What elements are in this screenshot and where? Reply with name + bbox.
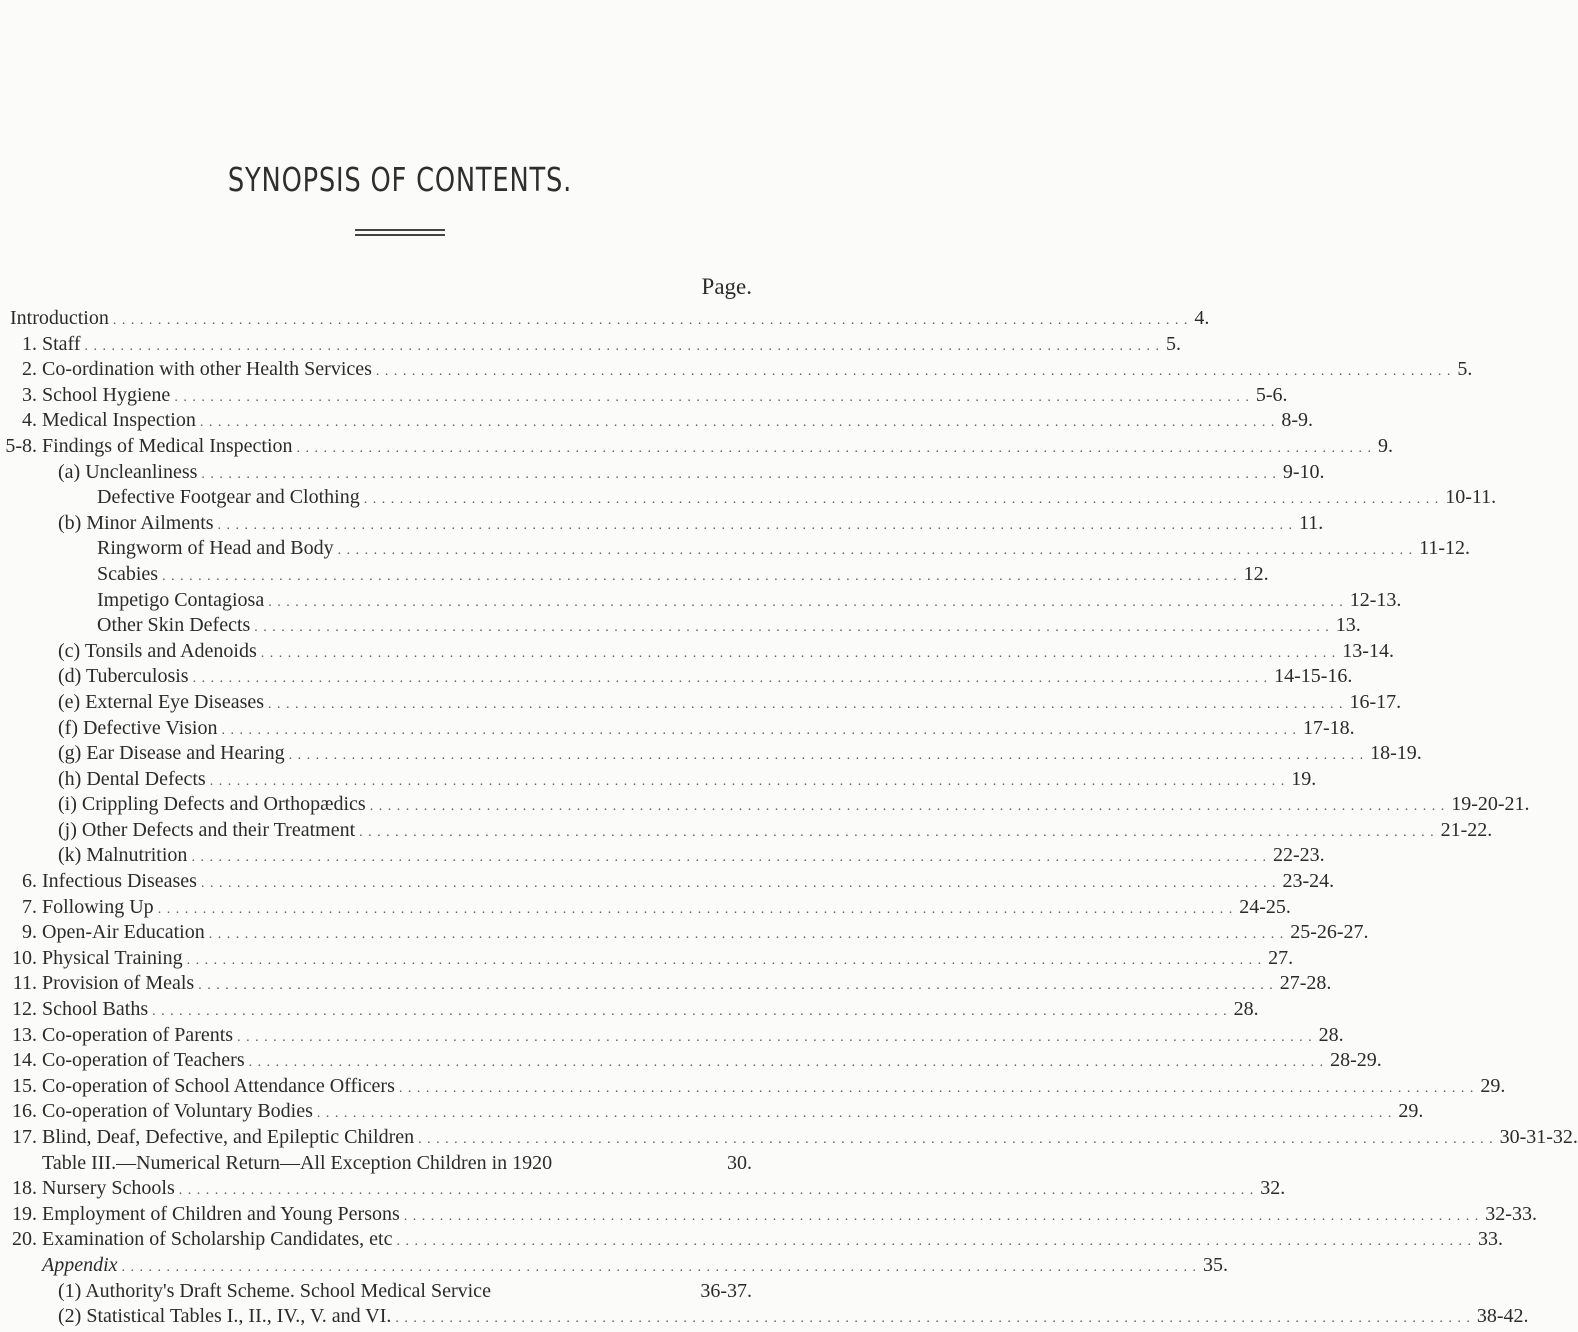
toc-section-number: 9. [22, 921, 37, 944]
toc-leader-dots: . . . . . . . . . . . . . . . . . . . . . . . . . . . . . . . . . . . . . . . . . . . . . . . . . . . . . . . . . . . . . . . . . . . . . . . . . . . . . . . . . . . . . . . . . . . . . . . . . . . . . . . . . . . . . . . . . . . . . . . . [260, 645, 1337, 661]
toc-entry [10, 306, 1210, 334]
toc-leader-dots: . . . . . . . . . . . . . . . . . . . . . . . . . . . . . . . . . . . . . . . . . . . . . . . . . . . . . . . . . . . . . . . . . . . . . . . . . . . . . . . . . . . . . . . . . . . . . . . . . . . . . . . . . . . . . . . . . . . . . . . . [198, 978, 1274, 994]
toc-page-number: 28-29. [1330, 1049, 1382, 1072]
toc-leader-dots: . . . . . . . . . . . . . . . . . . . . . . . . . . . . . . . . . . . . . . . . . . . . . . . . . . . . . . . . . . . . . . . . . . . . . . . . . . . . . . . . . . . . . . . . . . . . . . . . . . . . . . . . . . . . . . . . . . . . . . . . [162, 568, 1238, 584]
toc-row [0, 1202, 1537, 1228]
toc-section-number: 11. [12, 972, 37, 995]
toc-entry-label: Co-operation of Parents [42, 1023, 234, 1046]
toc-page-number: 28. [1318, 1023, 1344, 1046]
toc-entry-label: (j) Other Defects and their Treatment [58, 818, 356, 841]
toc-entry-label: (g) Ear Disease and Hearing [58, 742, 285, 765]
toc-page-number: 13. [1335, 614, 1361, 637]
toc-entry-label: (h) Dental Defects [58, 767, 206, 790]
toc-page-number: 17-18. [1302, 716, 1355, 739]
toc-entry [58, 767, 1317, 795]
toc-entry [58, 639, 1394, 667]
toc-entry [42, 1023, 1344, 1051]
toc-leader-dots: . . . . . . . . . . . . . . . . . . . . . . . . . . . . . . . . . . . . . . . . . . . . . . . . . . . . . . . . . . . . . . . . . . . . . . . . . . . . . . . . . . . . . . . . . . . . . . . . . . . . . . . . . . . . . . . . . . . . . . . . [209, 773, 1286, 789]
toc-page-number: 9. [1378, 434, 1394, 457]
toc-page-number: 29. [1398, 1100, 1424, 1123]
toc-row [0, 716, 1355, 742]
toc-entry-label: School Hygiene [42, 383, 171, 406]
toc-leader-dots: . . . . . . . . . . . . . . . . . . . . . . . . . . . . . . . . . . . . . . . . . . . . . . . . . . . . . . . . . . . . . . . . . . . . . . . . . . . . . . . . . . . . . . . . . . . . . . . . . . . . . . . . . . . . . . . . . . . . . . . . [288, 748, 1365, 764]
toc-entry [42, 332, 1182, 360]
toc-leader-dots: . . . . . . . . . . . . . . . . . . . . . . . . . . . . . . . . . . . . . . . . . . . . . . . . . . . . . . . . . . . . . . . . . . . . . . . . . . . . . . . . . . . . . . . . . . . . . . . . . . . . . . . . . . . . . . . . . . . . . . . . [268, 696, 1344, 712]
toc-entry [42, 1176, 1286, 1204]
toc-section-number: 4. [22, 409, 37, 432]
toc-entry [58, 1304, 1529, 1332]
toc-row [0, 1304, 1529, 1330]
toc-entry-label: Nursery Schools [42, 1177, 175, 1200]
toc-page-number: 27. [1268, 946, 1294, 969]
toc-entry [58, 460, 1325, 488]
toc-entry-label: Blind, Deaf, Defective, and Epileptic Children [42, 1126, 415, 1148]
toc-leader-dots: . . . . . . . . . . . . . . . . . . . . . . . . . . . . . . . . . . . . . . . . . . . . . . . . . . . . . . . . . . . . . . . . . . . . . . . . . . . . . . . . . . . . . . . . . . . . . . . . . . . . . . . . . . . . . . . . . . . . . . . . [237, 1029, 1313, 1045]
toc-entry [42, 1202, 1537, 1230]
toc-row [0, 767, 1317, 793]
toc-entry-label: Co-operation of Teachers [42, 1049, 245, 1072]
toc-leader-dots: . . . . . . . . . . . . . . . . . . . . . . . . . . . . . . . . . . . . . . . . . . . . . . . . . . . . . . . . . . . . . . . . . . . . . . . . . . . . . . . . . . . . . . . . . . . . . . . . . . . . . . . . . . . . . . . . . . . . . . . . [84, 338, 1161, 354]
toc-page-number: 5. [1457, 358, 1473, 381]
toc-entry [42, 408, 1314, 436]
toc-page-number: 8-9. [1281, 409, 1314, 432]
toc-page-number: 5-6. [1255, 383, 1288, 406]
toc-page-number: 24-25. [1239, 895, 1291, 918]
toc-entry [97, 562, 1269, 590]
toc-leader-dots: . . . . . . . . . . . . . . . . . . . . . . . . . . . . . . . . . . . . . . . . . . . . . . . . . . . . . . . . . . . . . . . . . . . . . . . . . . . . . . . . . . . . . . . . . . . . . . . . . . . . . . . . . . . . . . . . . . . . . . . . [395, 1311, 1471, 1327]
toc-entry [97, 485, 1497, 513]
toc-entry [42, 971, 1332, 999]
toc-leader-dots: . . . . . . . . . . . . . . . . . . . . . . . . . . . . . . . . . . . . . . . . . . . . . . . . . . . . . . . . . . . . . . . . . . . . . . . . . . . . . . . . . . . . . . . . . . . . . . . . . . . . . . . . . . . . . . . . . . . . . . . . [248, 1055, 1325, 1071]
toc-entry [42, 1151, 752, 1177]
toc-row [0, 741, 1422, 767]
toc-entry [42, 946, 1294, 974]
table-of-contents [0, 306, 1578, 1330]
toc-page-number: 23-24. [1282, 870, 1335, 893]
toc-page-number: 30-31-32. [1499, 1126, 1578, 1148]
toc-entry [58, 1279, 752, 1305]
toc-row [0, 588, 1402, 614]
toc-entry-label: (c) Tonsils and Adenoids [58, 639, 257, 662]
toc-entry-label: (k) Malnutrition [58, 844, 188, 867]
toc-section-number: 20. [12, 1228, 37, 1251]
toc-leader-dots: . . . . . . . . . . . . . . . . . . . . . . . . . . . . . . . . . . . . . . . . . . . . . . . . . . . . . . . . . . . . . . . . . . . . . . . . . . . . . . . . . . . . . . . . . . . . . . . . . . . . . . . . . . . . . . . . . . . . . . . . [254, 620, 1330, 636]
toc-entry-label: (i) Crippling Defects and Orthopædics [58, 793, 366, 816]
toc-row [0, 1074, 1506, 1100]
toc-page-number: 11-12. [1419, 537, 1471, 560]
toc-section-number: 6. [22, 870, 37, 893]
toc-section-number: 18. [12, 1177, 37, 1200]
toc-entry [42, 1048, 1382, 1076]
toc-page-number: 12. [1243, 562, 1269, 585]
toc-row [0, 1151, 800, 1177]
toc-row [0, 357, 1473, 383]
toc-page-number: 10-11. [1445, 486, 1497, 509]
toc-row [0, 843, 1325, 869]
toc-entry-label: Co-operation of Voluntary Bodies [42, 1100, 313, 1123]
toc-page-number: 14-15-16. [1274, 665, 1353, 688]
toc-leader-dots: . . . . . . . . . . . . . . . . . . . . . . . . . . . . . . . . . . . . . . . . . . . . . . . . . . . . . . . . . . . . . . . . . . . . . . . . . . . . . . . . . . . . . . . . . . . . . . . . . . . . . . . . . . . . . . . . . . . . . . . . [157, 901, 1234, 917]
toc-entry-label: (b) Minor Ailments [58, 511, 214, 534]
toc-entry [42, 1099, 1424, 1127]
toc-entry [97, 588, 1402, 616]
toc-row [0, 895, 1291, 921]
toc-entry-label: School Baths [42, 998, 149, 1021]
toc-entry-label: Table III.—Numerical Return—All Exception Children in 1920 [42, 1151, 553, 1174]
toc-entry [58, 818, 1493, 846]
toc-row [0, 536, 1471, 562]
toc-entry [42, 357, 1473, 385]
toc-entry-label: Defective Footgear and Clothing [97, 486, 360, 509]
toc-leader-dots: . . . . . . . . . . . . . . . . . . . . . . . . . . . . . . . . . . . . . . . . . . . . . . . . . . . . . . . . . . . . . . . . . . . . . . . . . . . . . . . . . . . . . . . . . . . . . . . . . . . . . . . . . . . . . . . . . . . . . . . . [208, 927, 1285, 943]
toc-entry-label: (a) Uncleanliness [58, 460, 198, 483]
toc-row [0, 383, 1288, 409]
toc-entry [42, 920, 1369, 948]
toc-row [0, 818, 1493, 844]
toc-row [0, 946, 1294, 972]
toc-row [0, 306, 1210, 332]
toc-leader-dots: . . . . . . . . . . . . . . . . . . . . . . . . . . . . . . . . . . . . . . . . . . . . . . . . . . . . . . . . . . . . . . . . . . . . . . . . . . . . . . . . . . . . . . . . . . . . . . . . . . . . . . . . . . . . . . . . . . . . . . . . [200, 876, 1277, 892]
toc-section-number: 2. [22, 358, 37, 381]
toc-entry-label: Co-ordination with other Health Services [42, 358, 372, 381]
toc-row [0, 690, 1402, 716]
toc-page-number: 28. [1233, 998, 1259, 1021]
toc-row [0, 1279, 800, 1305]
toc-page-number: 16-17. [1349, 690, 1402, 713]
toc-page-number: 35. [1203, 1253, 1229, 1276]
toc-entry-label: (d) Tuberculosis [58, 665, 189, 688]
toc-entry [42, 434, 1394, 462]
toc-entry [42, 1253, 1229, 1281]
toc-leader-dots: . . . . . . . . . . . . . . . . . . . . . . . . . . . . . . . . . . . . . . . . . . . . . . . . . . . . . . . . . . . . . . . . . . . . . . . . . . . . . . . . . . . . . . . . . . . . . . . . . . . . . . . . . . . . . . . . . . . . . . . . [337, 543, 1414, 559]
toc-row [0, 408, 1314, 434]
toc-entry-label: Examination of Scholarship Candidates, etc [42, 1228, 393, 1251]
toc-leader-dots: . . . . . . . . . . . . . . . . . . . . . . . . . . . . . . . . . . . . . . . . . . . . . . . . . . . . . . . . . . . . . . . . . . . . . . . . . . . . . . . . . . . . . . . . . . . . . . . . . . . . . . . . . . . . . . . . . . . . . . . . [398, 1080, 1475, 1096]
toc-row [0, 1099, 1424, 1125]
toc-row [0, 434, 1394, 460]
toc-page-number: 13-14. [1342, 639, 1394, 662]
toc-leader-dots: . . . . . . . . . . . . . . . . . . . . . . . . . . . . . . . . . . . . . . . . . . . . . . . . . . . . . . . . . . . . . . . . . . . . . . . . . . . . . . . . . . . . . . . . . . . . . . . . . . . . . . . . . . . . . . . . . . . . . . . . [375, 364, 1452, 380]
toc-entry [97, 613, 1361, 641]
toc-entry-label: Impetigo Contagiosa [97, 588, 265, 611]
toc-entry [58, 716, 1355, 744]
toc-page-number: 21-22. [1440, 818, 1493, 841]
toc-entry-label: (e) External Eye Diseases [58, 690, 265, 713]
toc-leader-dots: . . . . . . . . . . . . . . . . . . . . . . . . . . . . . . . . . . . . . . . . . . . . . . . . . . . . . . . . . . . . . . . . . . . . . . . . . . . . . . . . . . . . . . . . . . . . . . . . . . . . . . . . . . . . . . . . . . . . . . . . [418, 1132, 1494, 1147]
toc-entry-label: Employment of Children and Young Persons [42, 1202, 400, 1225]
toc-row [0, 664, 1353, 690]
toc-section-number: 10. [12, 946, 37, 969]
toc-entry [42, 997, 1259, 1025]
toc-entry-label: (1) Authority's Draft Scheme. School Medical Service [58, 1279, 491, 1302]
toc-leader-dots: . . . . . . . . . . . . . . . . . . . . . . . . . . . . . . . . . . . . . . . . . . . . . . . . . . . . . . . . . . . . . . . . . . . . . . . . . . . . . . . . . . . . . . . . . . . . . . . . . . . . . . . . . . . . . . . . . . . . . . . . [221, 722, 1297, 738]
toc-section-number: 7. [22, 895, 37, 918]
toc-section-number: 16. [12, 1100, 37, 1123]
toc-entry-label: Co-operation of School Attendance Officers [42, 1074, 395, 1097]
toc-entry [58, 843, 1325, 871]
toc-entry [42, 895, 1291, 923]
toc-entry [58, 741, 1422, 769]
toc-page-number: 18-19. [1370, 742, 1422, 765]
toc-page-number: 29. [1480, 1074, 1506, 1097]
toc-row [0, 997, 1259, 1023]
toc-page-number: 25-26-27. [1290, 921, 1369, 944]
toc-leader-dots: . . . . . . . . . . . . . . . . . . . . . . . . . . . . . . . . . . . . . . . . . . . . . . . . . . . . . . . . . . . . . . . . . . . . . . . . . . . . . . . . . . . . . . . . . . . . . . . . . . . . . . . . . . . . . . . . . . . . . . . . [121, 1259, 1198, 1275]
toc-leader-dots: . . . . . . . . . . . . . . . . . . . . . . . . . . . . . . . . . . . . . . . . . . . . . . . . . . . . . . . . . . . . . . . . . . . . . . . . . . . . . . . . . . . . . . . . . . . . . . . . . . . . . . . . . . . . . . . . . . . . . . . . [199, 415, 1276, 431]
toc-entry-label: Scabies [97, 562, 159, 585]
toc-entry-label: (2) Statistical Tables I., II., IV., V. and VI. [58, 1305, 392, 1328]
toc-entry [42, 1074, 1506, 1102]
toc-entry-label: Medical Inspection [42, 409, 196, 432]
toc-page-number: 12-13. [1349, 588, 1402, 611]
toc-leader-dots: . . . . . . . . . . . . . . . . . . . . . . . . . . . . . . . . . . . . . . . . . . . . . . . . . . . . . . . . . . . . . . . . . . . . . . . . . . . . . . . . . . . . . . . . . . . . . . . . . . . . . . . . . . . . . . . . . . . . . . . . [152, 1004, 1228, 1020]
toc-entry [42, 869, 1335, 897]
toc-leader-dots: . . . . . . . . . . . . . . . . . . . . . . . . . . . . . . . . . . . . . . . . . . . . . . . . . . . . . . . . . . . . . . . . . . . . . . . . . . . . . . . . . . . . . . . . . . . . . . . . . . . . . . . . . . . . . . . . . . . . . . . . [186, 952, 1263, 968]
toc-entry-label: Following Up [42, 895, 154, 918]
toc-row [0, 1253, 1229, 1279]
toc-page-number: 27-28. [1279, 972, 1332, 995]
toc-page-number: 32-33. [1485, 1202, 1537, 1225]
toc-section-number: 17. [12, 1126, 37, 1148]
toc-leader-dots: . . . . . . . . . . . . . . . . . . . . . . . . . . . . . . . . . . . . . . . . . . . . . . . . . . . . . . . . . . . . . . . . . . . . . . . . . . . . . . . . . . . . . . . . . . . . . . . . . . . . . . . . . . . . . . . . . . . . . . . . [192, 671, 1269, 687]
toc-section-number: 19. [12, 1202, 37, 1225]
toc-entry-label: Introduction [10, 307, 109, 329]
toc-row [0, 792, 1530, 818]
toc-section-number: 15. [12, 1074, 37, 1097]
toc-entry-label: Infectious Diseases [42, 870, 197, 893]
toc-page-number: 5. [1166, 332, 1182, 355]
toc-entry [42, 1125, 1578, 1153]
toc-row [0, 460, 1325, 486]
toc-leader-dots: . . . . . . . . . . . . . . . . . . . . . . . . . . . . . . . . . . . . . . . . . . . . . . . . . . . . . . . . . . . . . . . . . . . . . . . . . . . . . . . . . . . . . . . . . . . . . . . . . . . . . . . . . . . . . . . . . . . . . . . . [178, 1183, 1255, 1199]
toc-row [0, 1227, 1503, 1253]
toc-row [0, 613, 1361, 639]
toc-section-number: 12. [12, 998, 37, 1021]
toc-section-number: 13. [12, 1023, 37, 1046]
toc-entry-label: Other Skin Defects [97, 614, 251, 637]
toc-leader-dots: . . . . . . . . . . . . . . . . . . . . . . . . . . . . . . . . . . . . . . . . . . . . . . . . . . . . . . . . . . . . . . . . . . . . . . . . . . . . . . . . . . . . . . . . . . . . . . . . . . . . . . . . . . . . . . . . . . . . . . . . [112, 313, 1189, 328]
toc-leader-dots: . . . . . . . . . . . . . . . . . . . . . . . . . . . . . . . . . . . . . . . . . . . . . . . . . . . . . . . . . . . . . . . . . . . . . . . . . . . . . . . . . . . . . . . . . . . . . . . . . . . . . . . . . . . . . . . . . . . . . . . . [403, 1208, 1480, 1224]
toc-entry-label: (f) Defective Vision [58, 716, 218, 739]
toc-page-number: 19. [1291, 767, 1317, 790]
title-rule-upper [355, 229, 445, 231]
toc-row [0, 332, 1182, 358]
toc-leader-dots: . . . . . . . . . . . . . . . . . . . . . . . . . . . . . . . . . . . . . . . . . . . . . . . . . . . . . . . . . . . . . . . . . . . . . . . . . . . . . . . . . . . . . . . . . . . . . . . . . . . . . . . . . . . . . . . . . . . . . . . . [296, 440, 1373, 456]
toc-row [0, 920, 1369, 946]
toc-entry [42, 1227, 1503, 1255]
toc-leader-dots: . . . . . . . . . . . . . . . . . . . . . . . . . . . . . . . . . . . . . . . . . . . . . . . . . . . . . . . . . . . . . . . . . . . . . . . . . . . . . . . . . . . . . . . . . . . . . . . . . . . . . . . . . . . . . . . . . . . . . . . . [191, 850, 1267, 866]
toc-page-number: 30. [727, 1151, 752, 1174]
toc-leader-dots: . . . . . . . . . . . . . . . . . . . . . . . . . . . . . . . . . . . . . . . . . . . . . . . . . . . . . . . . . . . . . . . . . . . . . . . . . . . . . . . . . . . . . . . . . . . . . . . . . . . . . . . . . . . . . . . . . . . . . . . . [363, 492, 1440, 508]
toc-row [0, 869, 1335, 895]
document-title: SYNOPSIS OF CONTENTS. [227, 160, 573, 199]
toc-page-number: 19-20-21. [1451, 793, 1530, 816]
toc-entry-label: Appendix [42, 1253, 118, 1276]
toc-row [0, 1125, 1578, 1151]
toc-page-number: 22-23. [1272, 844, 1325, 867]
toc-entry [97, 536, 1471, 564]
toc-entry [58, 690, 1402, 718]
toc-leader-dots: . . . . . . . . . . . . . . . . . . . . . . . . . . . . . . . . . . . . . . . . . . . . . . . . . . . . . . . . . . . . . . . . . . . . . . . . . . . . . . . . . . . . . . . . . . . . . . . . . . . . . . . . . . . . . . . . . . . . . . . . [359, 824, 1435, 840]
toc-row [0, 485, 1497, 511]
toc-entry [58, 792, 1530, 820]
toc-page-number: 4. [1194, 307, 1210, 329]
toc-entry-label: Provision of Meals [42, 972, 195, 995]
toc-leader-dots: . . . . . . . . . . . . . . . . . . . . . . . . . . . . . . . . . . . . . . . . . . . . . . . . . . . . . . . . . . . . . . . . . . . . . . . . . . . . . . . . . . . . . . . . . . . . . . . . . . . . . . . . . . . . . . . . . . . . . . . . [268, 594, 1344, 610]
toc-entry [58, 511, 1324, 539]
toc-section-number: 1. [22, 332, 37, 355]
toc-page-number: 32. [1260, 1177, 1286, 1200]
toc-row [0, 1023, 1344, 1049]
toc-leader-dots: . . . . . . . . . . . . . . . . . . . . . . . . . . . . . . . . . . . . . . . . . . . . . . . . . . . . . . . . . . . . . . . . . . . . . . . . . . . . . . . . . . . . . . . . . . . . . . . . . . . . . . . . . . . . . . . . . . . . . . . . [396, 1234, 1472, 1250]
toc-section-number: 14. [12, 1049, 37, 1072]
toc-entry-label: Ringworm of Head and Body [97, 537, 334, 560]
toc-entry [42, 383, 1288, 411]
title-rule-lower [355, 234, 445, 236]
toc-entry-label: Open-Air Education [42, 921, 205, 944]
toc-row [0, 1176, 1286, 1202]
toc-entry-label: Staff [42, 332, 81, 355]
toc-entry-label: Findings of Medical Inspection [42, 434, 293, 457]
toc-row [0, 1048, 1382, 1074]
toc-leader-dots: . . . . . . . . . . . . . . . . . . . . . . . . . . . . . . . . . . . . . . . . . . . . . . . . . . . . . . . . . . . . . . . . . . . . . . . . . . . . . . . . . . . . . . . . . . . . . . . . . . . . . . . . . . . . . . . . . . . . . . . . [174, 389, 1250, 405]
toc-leader-dots: . . . . . . . . . . . . . . . . . . . . . . . . . . . . . . . . . . . . . . . . . . . . . . . . . . . . . . . . . . . . . . . . . . . . . . . . . . . . . . . . . . . . . . . . . . . . . . . . . . . . . . . . . . . . . . . . . . . . . . . . [217, 517, 1294, 533]
toc-page-number: 11. [1299, 511, 1324, 534]
toc-leader-dots: . . . . . . . . . . . . . . . . . . . . . . . . . . . . . . . . . . . . . . . . . . . . . . . . . . . . . . . . . . . . . . . . . . . . . . . . . . . . . . . . . . . . . . . . . . . . . . . . . . . . . . . . . . . . . . . . . . . . . . . . [316, 1106, 1393, 1122]
toc-page-number: 38-42. [1476, 1305, 1529, 1328]
toc-leader-dots: . . . . . . . . . . . . . . . . . . . . . . . . . . . . . . . . . . . . . . . . . . . . . . . . . . . . . . . . . . . . . . . . . . . . . . . . . . . . . . . . . . . . . . . . . . . . . . . . . . . . . . . . . . . . . . . . . . . . . . . . [369, 799, 1446, 815]
toc-page-number: 36-37. [700, 1279, 752, 1302]
toc-section-number: 3. [22, 383, 37, 406]
toc-entry-label: Physical Training [42, 946, 183, 969]
toc-page-number: 33. [1477, 1228, 1503, 1251]
toc-row [0, 562, 1269, 588]
toc-leader-dots: . . . . . . . . . . . . . . . . . . . . . . . . . . . . . . . . . . . . . . . . . . . . . . . . . . . . . . . . . . . . . . . . . . . . . . . . . . . . . . . . . . . . . . . . . . . . . . . . . . . . . . . . . . . . . . . . . . . . . . . . [201, 466, 1277, 482]
toc-page-number: 9-10. [1282, 460, 1325, 483]
page-column-header: Page. [701, 274, 752, 299]
toc-section-number: 5-8. [5, 434, 37, 457]
toc-entry [58, 664, 1353, 692]
toc-row [0, 971, 1332, 997]
toc-row [0, 639, 1394, 665]
toc-row [0, 511, 1324, 537]
